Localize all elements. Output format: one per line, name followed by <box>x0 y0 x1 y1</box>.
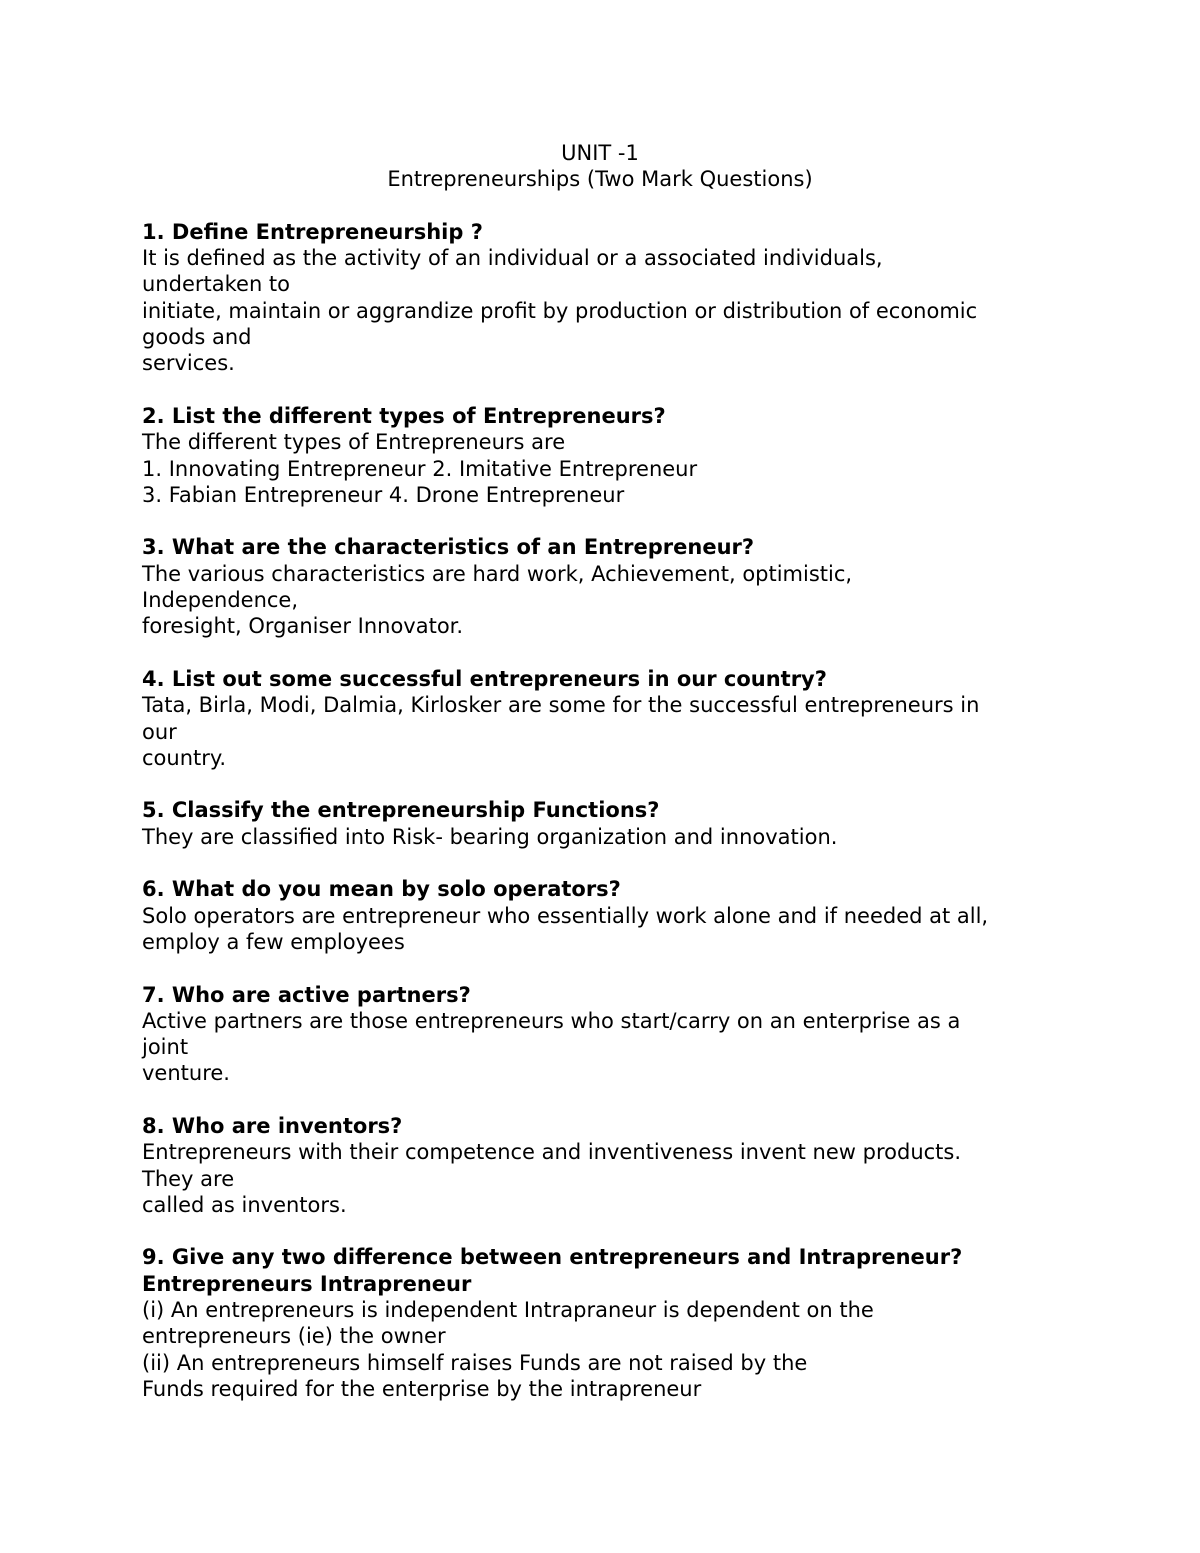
question-heading: 9. Give any two difference between entrepreneurs and Intrapreneur? <box>142 1245 963 1270</box>
answer-line: They are <box>142 1166 235 1191</box>
question-section-9 <box>142 1244 1062 1402</box>
answer-line: They are classified into Risk- bearing organization and innovation. <box>142 824 838 849</box>
question-heading: 4. List out some successful entrepreneurs in our country? <box>142 666 827 691</box>
question-section-7 <box>142 982 1062 1087</box>
answer-line: The different types of Entrepreneurs are <box>142 430 566 455</box>
question-heading: 6. What do you mean by solo operators? <box>142 877 621 902</box>
question-heading: 2. List the different types of Entrepreneurs? <box>142 403 666 428</box>
answer-line: (i) An entrepreneurs is independent Intrapraneur is dependent on the <box>142 1298 874 1323</box>
answer-line: services. <box>142 351 235 376</box>
answer-line: The various characteristics are hard work, Achievement, optimistic, <box>142 561 853 586</box>
question-heading: 3. What are the characteristics of an Entrepreneur? <box>142 535 755 560</box>
answer-line: Tata, Birla, Modi, Dalmia, Kirlosker are some for the successful entrepreneurs in <box>142 693 980 718</box>
answer-line: undertaken to <box>142 272 291 297</box>
answer-line: 1. Innovating Entrepreneur 2. Imitative Entrepreneur <box>142 456 698 481</box>
answer-line: Funds required for the enterprise by the intrapreneur <box>142 1376 702 1401</box>
question-section-8 <box>142 1113 1062 1218</box>
title-block <box>0 140 1200 193</box>
question-heading: 5. Classify the entrepreneurship Functions? <box>142 798 660 823</box>
answer-line: Solo operators are entrepreneur who essentially work alone and if needed at all, <box>142 903 989 928</box>
answer-line: Active partners are those entrepreneurs who start/carry on an enterprise as a <box>142 1008 961 1033</box>
question-section-1 <box>142 219 1062 377</box>
question-section-3 <box>142 534 1062 639</box>
answer-line: our <box>142 719 177 744</box>
answer-line: country. <box>142 745 226 770</box>
question-list <box>142 219 1062 1402</box>
page-title: UNIT -1 <box>561 141 639 165</box>
question-heading: 1. Define Entrepreneurship ? <box>142 219 483 244</box>
answer-line: employ a few employees <box>142 929 405 954</box>
question-section-6 <box>142 876 1062 955</box>
question-heading: 8. Who are inventors? <box>142 1113 403 1138</box>
question-section-4 <box>142 666 1062 771</box>
question-section-2 <box>142 403 1062 508</box>
answer-line: 3. Fabian Entrepreneur 4. Drone Entrepreneur <box>142 482 625 507</box>
answer-line: Independence, <box>142 588 299 613</box>
question-section-5 <box>142 797 1062 850</box>
answer-line: joint <box>142 1035 189 1060</box>
answer-line: Entrepreneurs with their competence and inventiveness invent new products. <box>142 1140 962 1165</box>
answer-line: (ii) An entrepreneurs himself raises Funds are not raised by the <box>142 1350 808 1375</box>
answer-line: It is defined as the activity of an individual or a associated individuals, <box>142 246 883 271</box>
comparison-subheading: Entrepreneurs Intrapreneur <box>142 1271 472 1296</box>
answer-line: called as inventors. <box>142 1192 347 1217</box>
question-heading: 7. Who are active partners? <box>142 982 471 1007</box>
answer-line: goods and <box>142 325 252 350</box>
answer-line: initiate, maintain or aggrandize profit by production or distribution of economic <box>142 298 978 323</box>
answer-line: venture. <box>142 1061 230 1086</box>
answer-line: foresight, Organiser Innovator. <box>142 614 464 639</box>
document-page <box>142 140 1062 1402</box>
page-subtitle: Entrepreneurships (Two Mark Questions) <box>387 167 813 192</box>
answer-line: entrepreneurs (ie) the owner <box>142 1324 446 1349</box>
